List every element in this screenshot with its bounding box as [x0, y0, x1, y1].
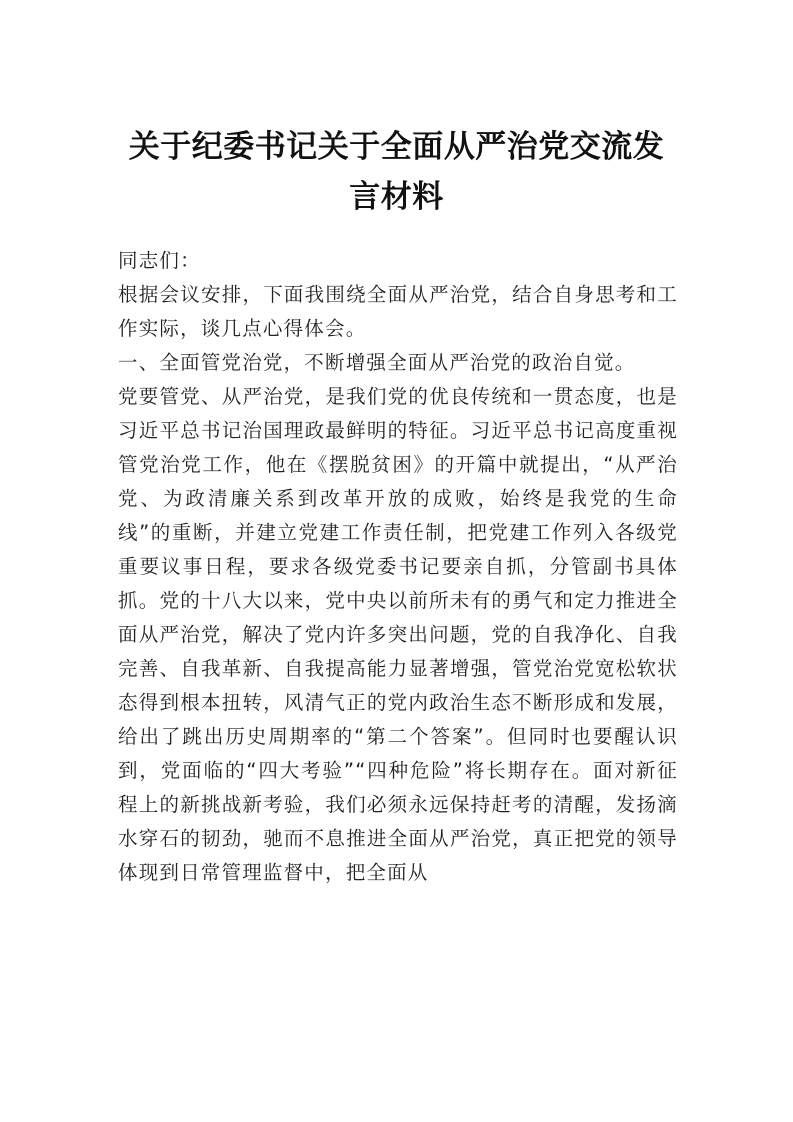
paragraph-section-1: 党要管党、从严治党，是我们党的优良传统和一贯态度，也是习近平总书记治国理政最鲜明的特征。习近平总书记高度重视管党治党工作，他在《摆脱贫困》的开篇中就提出，“从严治党、为政清廉关系到改革开放的成败，始终是我党的生命线”的重断，并建立党建工作责任制，把党建工作列入各级党重要议事日程，要求各级党委书记要亲自抓，分管副书具体抓。党的十八大以来，党中央以前所未有的勇气和定力推进全面从严治党，解决了党内许多突出问题，党的自我净化、自我完善、自我革新、自我提高能力显著增强，管党治党宽松软状态得到根本扭转，风清气正的党内政治生态不断形成和发展，给出了跳出历史周期率的“第二个答案”。但同时也要醒认识到，党面临的“四大考验”“四种危险”将长期存在。面对新征程上的新挑战新考验，我们必须永远保持赶考的清醒，发扬滴水穿石的韧劲，驰而不息推进全面从严治党，真正把党的领导体现到日常管理监督中，把全面从 [118, 385, 678, 884]
greeting: 同志们： [118, 249, 201, 272]
document-title: 关于纪委书记关于全面从严治党交流发言材料 [128, 129, 665, 215]
document-body [118, 244, 678, 890]
paragraph-intro: 根据会议安排，下面我围绕全面从严治党，结合自身思考和工作实际，谈几点心得体会。 [118, 283, 678, 340]
section-heading-1: 一、全面管党治党，不断增强全面从严治党的政治自觉。 [118, 351, 636, 374]
